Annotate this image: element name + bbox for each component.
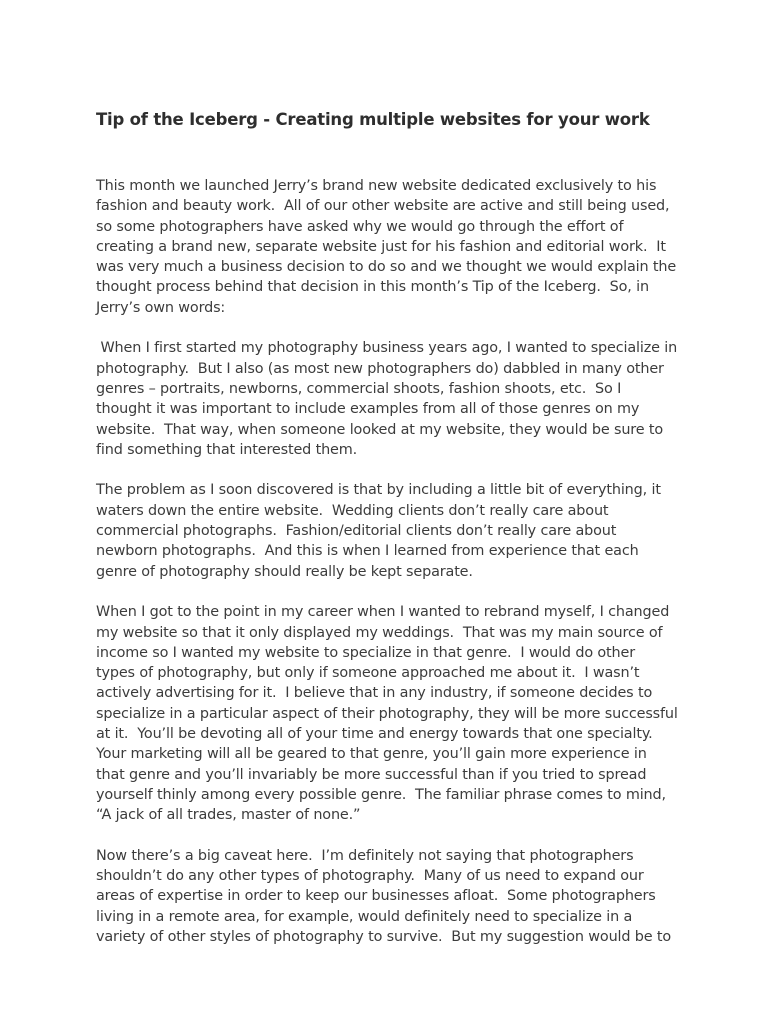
paragraph: When I got to the point in my career when I wanted to rebrand myself, I changed my website so that it only displayed my weddings. That was my main source of income so I wanted my website to specialize in that genre. I would do other types of photography, but only if someone approached me about it. I wasn’t actively advertising for it. I believe that in any industry, if someone decides to specialize in a particular aspect of their photography, they will be more successful at it. You’ll be devoting all of your time and energy towards that one specialty. Your marketing will all be geared to that genre, you’ll gain more experience in that genre and you’ll invariably be more successful than if you tried to spread yourself thinly among every possible genre. The familiar phrase comes to mind, “A jack of all trades, master of none.”	[96, 604, 683, 824]
paragraph: This month we launched Jerry’s brand new website dedicated exclusively to his fashion and beauty work. All of our other website are active and still being used, so some photographers have asked why we would go through the effort of creating a brand new, separate website just for his fashion and editorial work. It was very much a business decision to do so and we thought we would explain the thought process behind that decision in this month’s Tip of the Iceberg. So, in Jerry’s own words:	[96, 178, 681, 316]
document-page	[96, 108, 683, 968]
document-body	[96, 176, 683, 947]
document-title: Tip of the Iceberg - Creating multiple websites for your work	[96, 110, 650, 129]
paragraph: Now there’s a big caveat here. I’m definitely not saying that photographers shouldn’t do any other types of photography. Many of us need to expand our areas of expertise in order to keep our businesses afloat. Some photographers living in a remote area, for example, would definitely need to specialize in a variety of other styles of photography to survive. But my suggestion would be to	[96, 847, 672, 945]
paragraph: When I first started my photography business years ago, I wanted to specialize in photography. But I also (as most new photographers do) dabbled in many other genres – portraits, newborns, commercial shoots, fashion shoots, etc. So I thought it was important to include examples from all of those genres on my website. That way, when someone looked at my website, they would be sure to find something that interested them.	[96, 340, 682, 458]
paragraph: The problem as I soon discovered is that by including a little bit of everything, it waters down the entire website. Wedding clients don’t really care about commercial photographs. Fashion/editorial clients don’t really care about newborn photographs. And this is when I learned from experience that each genre of photography should really be kept separate.	[96, 482, 666, 580]
